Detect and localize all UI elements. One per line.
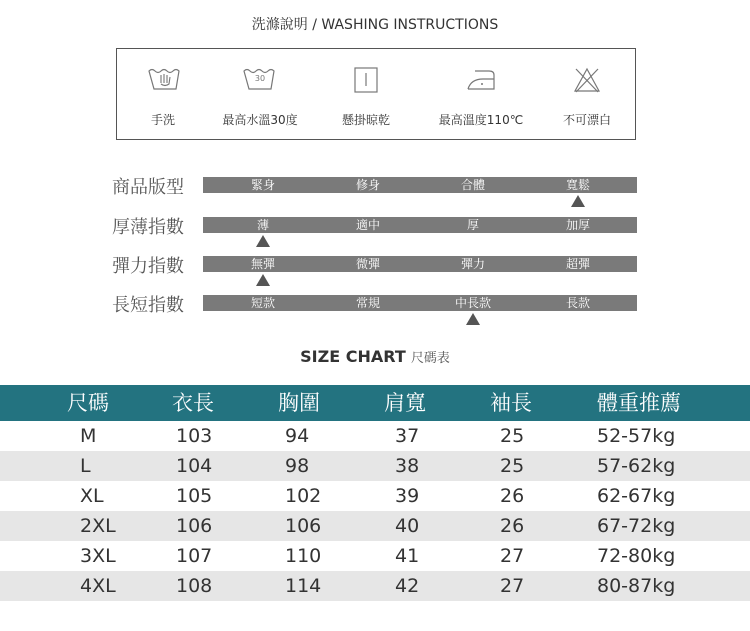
table-cell: 42 [395,575,420,597]
scale-option: 合體 [460,178,485,192]
table-cell: L [80,455,91,477]
scale-option: 彈力 [460,257,485,271]
scale-option: 長款 [565,296,590,310]
washing-instructions-box [116,48,636,140]
table-row [0,541,750,571]
size-chart-title-zh: 尺碼表 [410,351,450,366]
table-cell: XL [80,485,104,507]
hang-dry-icon [348,65,384,95]
scale-option: 常規 [355,296,380,310]
table-cell: 104 [176,455,213,477]
table-row [0,481,750,511]
scale-option: 超彈 [565,257,590,271]
scale-option: 中長款 [454,296,491,310]
hand-wash-icon [147,65,183,95]
scale-marker-triangle-icon [256,274,270,286]
table-cell: 27 [500,575,525,597]
header-chest: 胸圍 [278,391,320,415]
scale-bar [203,217,637,233]
scale-option: 厚 [466,218,479,232]
hang-dry-label: 懸掛晾乾 [341,113,390,127]
table-cell: 110 [285,545,322,567]
size-chart-title [0,347,750,366]
scale-label: 長短指數 [112,295,184,316]
table-cell: 107 [176,545,213,567]
table-cell: 26 [500,515,525,537]
no-bleach-label: 不可漂白 [562,113,611,127]
scale-option: 短款 [250,296,275,310]
table-cell: M [80,425,97,447]
table-cell: 80-87kg [597,575,676,597]
wash-30-icon [242,65,278,95]
header-size: 尺碼 [67,391,109,415]
scale-label: 彈力指數 [112,256,184,277]
no-bleach-icon [569,65,605,95]
table-cell: 40 [395,515,420,537]
table-cell: 37 [395,425,420,447]
header-shoulder: 肩寬 [384,391,426,415]
table-row [0,421,750,451]
scale-option: 寬鬆 [565,178,590,192]
table-cell: 72-80kg [597,545,676,567]
table-cell: 2XL [80,515,116,537]
wash-temperature-number: 30 [254,74,266,83]
table-cell: 108 [176,575,213,597]
table-cell: 94 [285,425,310,447]
table-cell: 62-67kg [597,485,676,507]
hand-wash-label: 手洗 [150,113,175,127]
header-sleeve: 袖長 [490,391,532,415]
table-cell: 106 [176,515,213,537]
scale-label: 商品版型 [112,177,184,198]
header-weight: 體重推薦 [597,391,681,415]
table-cell: 39 [395,485,420,507]
table-row [0,511,750,541]
table-cell: 67-72kg [597,515,676,537]
scale-bar [203,256,637,272]
scale-option: 加厚 [565,218,590,232]
wash-30-label: 最高水溫30度 [222,113,298,127]
table-cell: 4XL [80,575,116,597]
scale-option: 薄 [256,218,269,232]
size-chart-table [0,385,750,601]
table-cell: 105 [176,485,213,507]
scale-marker-triangle-icon [466,313,480,325]
scale-option: 無彈 [250,257,275,271]
scale-option: 微彈 [355,257,380,271]
scale-option: 修身 [355,178,380,192]
scale-marker-triangle-icon [256,235,270,247]
table-cell: 52-57kg [597,425,676,447]
table-cell: 25 [500,425,525,447]
table-cell: 57-62kg [597,455,676,477]
table-cell: 38 [395,455,420,477]
table-cell: 102 [285,485,322,507]
scale-bar [203,295,637,311]
table-row [0,451,750,481]
table-cell: 41 [395,545,420,567]
table-cell: 114 [285,575,322,597]
table-cell: 106 [285,515,322,537]
scale-label: 厚薄指數 [112,217,184,238]
table-row [0,571,750,601]
table-cell: 103 [176,425,213,447]
table-cell: 3XL [80,545,116,567]
scale-option: 適中 [355,218,380,232]
size-chart-title-en: SIZE CHART [300,347,406,366]
scale-marker-triangle-icon [571,195,585,207]
iron-label: 最高溫度110℃ [438,113,524,127]
table-cell: 26 [500,485,525,507]
table-cell: 98 [285,455,310,477]
size-chart-header-row [0,385,750,421]
washing-instructions-title: 洗滌說明 / WASHING INSTRUCTIONS [251,17,499,33]
table-cell: 27 [500,545,525,567]
scale-bar [203,177,637,193]
table-cell: 25 [500,455,525,477]
header-length: 衣長 [172,391,214,415]
iron-icon [463,65,499,95]
scale-option: 緊身 [250,178,275,192]
